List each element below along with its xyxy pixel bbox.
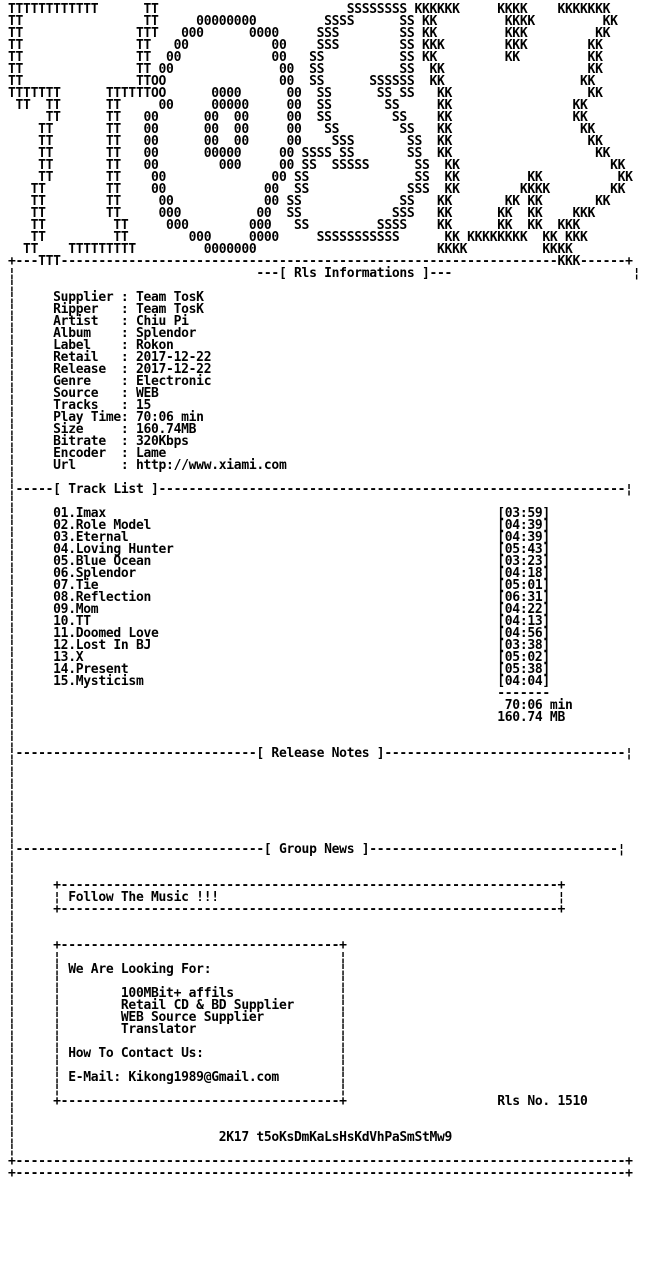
nfo-line: ¦: [8, 1106, 16, 1121]
nfo-text: [8, 4, 640, 1180]
nfo-line: ¦ Tracks : 15: [8, 398, 152, 413]
nfo-line: ¦: [8, 278, 16, 293]
nfo-line: TT TT 000 000 SS SSSS KK KK KK KKK: [8, 218, 581, 233]
nfo-line: TT TTOO 00 SS SSSSSS KK KK: [8, 74, 596, 89]
nfo-line: ¦ 04.Loving Hunter [05:43]: [8, 542, 550, 557]
nfo-line: ¦: [8, 782, 16, 797]
nfo-line: ¦ +------------------------------------------------------------------+: [8, 902, 565, 917]
nfo-line: TT TT TT 00 00000 00 SS SS KK KK: [8, 98, 588, 113]
nfo-line: ¦: [8, 722, 16, 737]
nfo-line: ¦--------------------------------[ Release Notes ]--------------------------------¦: [8, 746, 633, 761]
nfo-line: ¦ ---[ Rls Informations ]--- ¦: [8, 266, 641, 281]
nfo-line: TTTTTTT TTTTTTOO 0000 00 SS SS SS KK KK: [8, 86, 603, 101]
nfo-line: ¦ ¦ WEB Source Supplier ¦: [8, 1010, 347, 1025]
nfo-line: ¦ Play Time: 70:06 min: [8, 410, 204, 425]
nfo-line: ¦ 05.Blue Ocean [03:23]: [8, 554, 550, 569]
nfo-line: ¦ 03.Eternal [04:39]: [8, 530, 550, 545]
nfo-line: ¦: [8, 866, 16, 881]
nfo-line: TT TT 00 00 00 00 SS SS KK KK: [8, 110, 588, 125]
nfo-line: ¦: [8, 494, 16, 509]
nfo-line: ¦ Retail : 2017-12-22: [8, 350, 212, 365]
nfo-line: ¦: [8, 1142, 16, 1157]
nfo-line: ¦ ¦ Retail CD & BD Supplier ¦: [8, 998, 347, 1013]
nfo-line: ¦---------------------------------[ Group News ]---------------------------------¦: [8, 842, 626, 857]
nfo-line: ¦ 09.Mom [04:22]: [8, 602, 550, 617]
nfo-line: TT TT 00 00 SS SS KK KK KK: [8, 170, 633, 185]
nfo-line: ¦ 06.Splendor [04:18]: [8, 566, 550, 581]
nfo-line: ¦ ¦ Follow The Music !!! ¦: [8, 890, 565, 905]
nfo-line: ¦: [8, 806, 16, 821]
nfo-line: TT TT 00000000 SSSS SS KK KKKK KK: [8, 14, 618, 29]
nfo-line: +---TTT------------------------------------------------------------------KKK------+: [8, 254, 633, 269]
nfo-line: ¦: [8, 770, 16, 785]
nfo-line: TT TT 00 00 00 00 SSS SS KK KK: [8, 134, 603, 149]
nfo-line: ¦ 160.74 MB: [8, 710, 565, 725]
nfo-line: TT TT 00 00 SS SS KK KK: [8, 62, 603, 77]
nfo-line: ¦ Size : 160.74MB: [8, 422, 197, 437]
nfo-line: ¦: [8, 818, 16, 833]
nfo-line: ¦ Album : Splendor: [8, 326, 197, 341]
nfo-line: ¦ ¦ 100MBit+ affils ¦: [8, 986, 347, 1001]
nfo-line: TT TT 00 00000 00 SSSS SS SS KK KK: [8, 146, 611, 161]
nfo-line: ¦ Supplier : Team TosK: [8, 290, 204, 305]
nfo-line: ¦ +-------------------------------------+: [8, 938, 347, 953]
nfo-line: TT TT 00 00 SS SSS KK KKKK KK: [8, 182, 626, 197]
nfo-line: ¦: [8, 830, 16, 845]
nfo-line: ¦ Bitrate : 320Kbps: [8, 434, 189, 449]
nfo-line: TT TT 00 00 SS SS KK KK KK: [8, 50, 603, 65]
nfo-line: ¦: [8, 854, 16, 869]
nfo-line: +---------------------------------------------------------------------------------+: [8, 1166, 633, 1181]
nfo-line: ¦ -------: [8, 686, 550, 701]
nfo-line: ¦ Label : Rokon: [8, 338, 174, 353]
nfo-line: ¦ +-------------------------------------+ Rls No. 1510: [8, 1094, 588, 1109]
nfo-line: ¦ 02.Role Model [04:39]: [8, 518, 550, 533]
nfo-line: ¦: [8, 914, 16, 929]
nfo-line: ¦ 01.Imax [03:59]: [8, 506, 550, 521]
nfo-line: ¦ ¦ ¦: [8, 974, 347, 989]
nfo-line: ¦ Url : http://www.xiami.com: [8, 458, 287, 473]
nfo-line: TT TTT 000 0000 SSS SS KK KKK KK: [8, 26, 611, 41]
nfo-line: TT TT 000 00 SS SSS KK KK KK KKK: [8, 206, 596, 221]
nfo-line: ¦ Artist : Chiu Pi: [8, 314, 189, 329]
nfo-line: TT TT 00 00 SSS SS KKK KKK KK: [8, 38, 603, 53]
nfo-line: +---------------------------------------------------------------------------------+: [8, 1154, 633, 1169]
nfo-line: ¦: [8, 758, 16, 773]
nfo-line: ¦ Source : WEB: [8, 386, 159, 401]
nfo-line: ¦ Genre : Electronic: [8, 374, 212, 389]
nfo-line: ¦ ¦ ¦: [8, 1082, 347, 1097]
nfo-line: ¦-----[ Track List ]--------------------------------------------------------------¦: [8, 482, 633, 497]
nfo-line: ¦ 11.Doomed Love [04:56]: [8, 626, 550, 641]
nfo-line: ¦ 12.Lost In BJ [03:38]: [8, 638, 550, 653]
nfo-line: ¦: [8, 794, 16, 809]
nfo-line: ¦ 70:06 min: [8, 698, 573, 713]
nfo-line: ¦ Ripper : Team TosK: [8, 302, 204, 317]
nfo-line: ¦: [8, 926, 16, 941]
nfo-line: ¦: [8, 1118, 16, 1133]
nfo-line: ¦ +------------------------------------------------------------------+: [8, 878, 565, 893]
nfo-line: ¦: [8, 470, 16, 485]
nfo-line: ¦ Encoder : Lame: [8, 446, 167, 461]
nfo-line: ¦ 10.TT [04:13]: [8, 614, 550, 629]
nfo-line: ¦ 2K17 t5oKsDmKaLsHsKdVhPaSmStMw9: [8, 1130, 453, 1145]
nfo-line: ¦ 14.Present [05:38]: [8, 662, 550, 677]
nfo-line: ¦ 08.Reflection [06:31]: [8, 590, 550, 605]
nfo-line: ¦ 07.Tie [05:01]: [8, 578, 550, 593]
nfo-line: TT TT 00 00 00 00 SS SS KK KK: [8, 122, 596, 137]
nfo-line: ¦ ¦ We Are Looking For: ¦: [8, 962, 347, 977]
nfo-line: ¦ 15.Mysticism [04:04]: [8, 674, 550, 689]
nfo-line: ¦ 13.X [05:02]: [8, 650, 550, 665]
nfo-line: ¦ ¦ ¦: [8, 950, 347, 965]
nfo-line: TT TT 00 00 SS SS KK KK KK KK: [8, 194, 611, 209]
nfo-line: ¦ ¦ ¦: [8, 1058, 347, 1073]
nfo-line: ¦ ¦ How To Contact Us: ¦: [8, 1046, 347, 1061]
nfo-line: ¦: [8, 734, 16, 749]
nfo-line: ¦ Release : 2017-12-22: [8, 362, 212, 377]
nfo-line: ¦ ¦ E-Mail: Kikong1989@Gmail.com ¦: [8, 1070, 347, 1085]
nfo-line: ¦ ¦ ¦: [8, 1034, 347, 1049]
nfo-line: TT TT 000 0000 SSSSSSSSSSS KK KKKKKKKK KK KKK: [8, 230, 588, 245]
nfo-line: TT TT 00 000 00 SS SSSSS SS KK KK: [8, 158, 626, 173]
nfo-line: ¦ ¦ Translator ¦: [8, 1022, 347, 1037]
nfo-line: TT TTTTTTTTT 0000000 KKKK KKKK: [8, 242, 573, 257]
nfo-line: TTTTTTTTTTTT TT SSSSSSSS KKKKKK KKKK KKKKKKK: [8, 2, 611, 17]
